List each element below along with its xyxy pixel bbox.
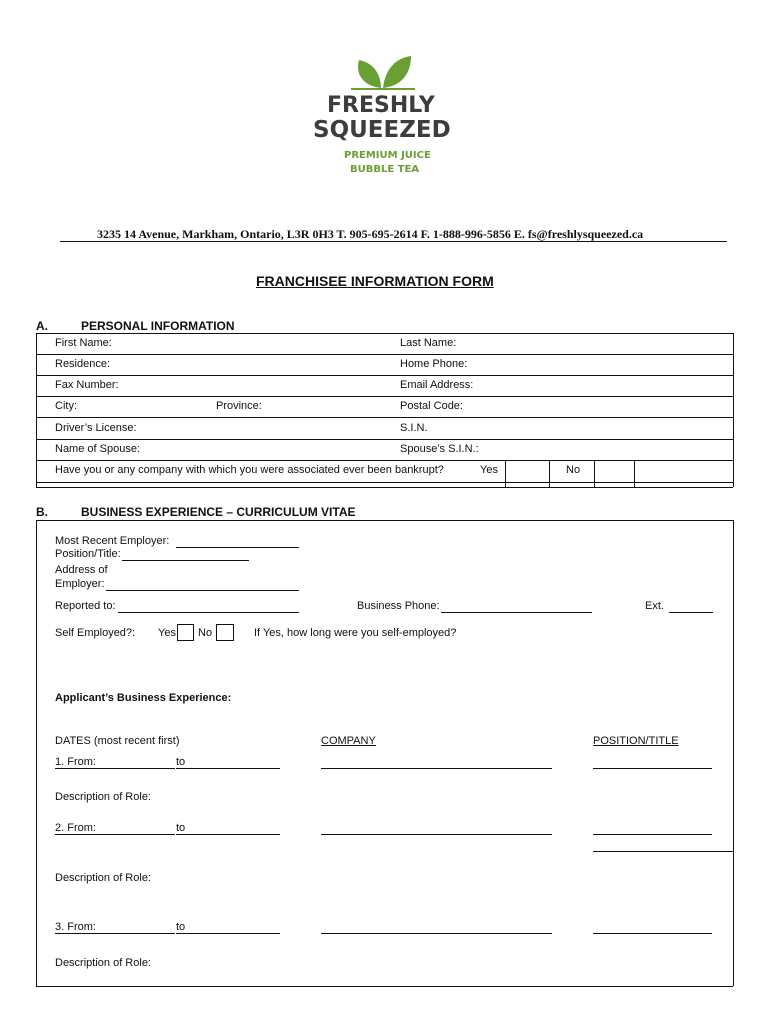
- row2-position-input[interactable]: [593, 834, 712, 835]
- company-header: COMPANY: [321, 735, 376, 747]
- section-b-title: BUSINESS EXPERIENCE – CURRICULUM VITAE: [81, 505, 356, 519]
- postal-code-field[interactable]: Postal Code:: [400, 400, 463, 412]
- row1-description-label: Description of Role:: [55, 791, 151, 803]
- row3-description-label: Description of Role:: [55, 957, 151, 969]
- self-employed-no-label: No: [198, 627, 213, 639]
- row1-to-input[interactable]: [176, 768, 280, 769]
- row3-from-input[interactable]: [55, 933, 175, 934]
- logo-line-2: SQUEEZED: [313, 117, 451, 143]
- row2-description-label: Description of Role:: [55, 872, 151, 884]
- form-title: FRANCHISEE INFORMATION FORM: [256, 273, 494, 289]
- city-field[interactable]: City:: [55, 400, 77, 412]
- row1-from-label: 1. From:: [55, 756, 96, 768]
- leaf-icon: [345, 52, 420, 92]
- self-employed-yes-label: Yes: [158, 627, 176, 639]
- section-a-title: PERSONAL INFORMATION: [81, 319, 235, 333]
- last-name-field[interactable]: Last Name:: [400, 337, 457, 349]
- employer-address-input[interactable]: [106, 590, 299, 591]
- row1-from-input[interactable]: [55, 768, 175, 769]
- row2-to-label: to: [176, 822, 186, 834]
- dates-header: DATES (most recent first): [55, 735, 180, 747]
- recent-employer-label: Most Recent Employer:: [55, 535, 170, 547]
- row1-company-input[interactable]: [321, 768, 552, 769]
- drivers-license-field[interactable]: Driver’s License:: [55, 422, 137, 434]
- first-name-field[interactable]: First Name:: [55, 337, 112, 349]
- email-field[interactable]: Email Address:: [400, 379, 474, 391]
- logo-line-3: PREMIUM JUICE: [344, 150, 431, 161]
- row3-position-input[interactable]: [593, 933, 712, 934]
- bankrupt-no-checkbox[interactable]: [595, 461, 633, 481]
- bankrupt-yes-label: Yes: [480, 464, 498, 476]
- ext-label: Ext.: [645, 600, 664, 612]
- row3-to-input[interactable]: [176, 933, 280, 934]
- row3-from-label: 3. From:: [55, 921, 96, 933]
- section-a-letter: A.: [36, 319, 48, 333]
- address-rule: [60, 241, 727, 242]
- reported-to-label: Reported to:: [55, 600, 116, 612]
- business-phone-label: Business Phone:: [357, 600, 440, 612]
- spouse-name-field[interactable]: Name of Spouse:: [55, 443, 140, 455]
- reported-to-input[interactable]: [118, 612, 299, 613]
- logo-line-4: BUBBLE TEA: [350, 164, 420, 175]
- residence-field[interactable]: Residence:: [55, 358, 111, 370]
- ext-input[interactable]: [669, 612, 713, 613]
- row2-from-input[interactable]: [55, 834, 175, 835]
- employer-label: Employer:: [55, 578, 105, 590]
- business-phone-input[interactable]: [441, 612, 592, 613]
- row2-to-input[interactable]: [176, 834, 280, 835]
- bankrupt-yes-checkbox[interactable]: [506, 461, 548, 481]
- applicant-experience-heading: Applicant’s Business Experience:: [55, 692, 232, 704]
- province-field[interactable]: Province:: [216, 400, 262, 412]
- bankrupt-no-label: No: [566, 464, 581, 476]
- logo-line-1: FRESHLY: [327, 93, 435, 118]
- company-address: 3235 14 Avenue, Markham, Ontario, L3R 0H3 T. 905-695-2614 F. 1-888-996-5856 E. fs@freshlysqueezed.ca: [97, 227, 644, 241]
- row3-company-input[interactable]: [321, 933, 552, 934]
- fax-field[interactable]: Fax Number:: [55, 379, 119, 391]
- spouse-sin-field[interactable]: Spouse’s S.I.N.:: [400, 443, 479, 455]
- row2-position-input-line2[interactable]: [593, 851, 733, 852]
- bankrupt-question: Have you or any company with which you were associated ever been bankrupt?: [55, 464, 444, 476]
- row1-position-input[interactable]: [593, 768, 712, 769]
- position-input[interactable]: [122, 560, 249, 561]
- self-employed-label: Self Employed?:: [55, 627, 136, 639]
- position-title-header: POSITION/TITLE: [593, 735, 679, 747]
- position-label: Position/Title:: [55, 548, 121, 560]
- row2-company-input[interactable]: [321, 834, 552, 835]
- row2-from-label: 2. From:: [55, 822, 96, 834]
- self-employed-yes-checkbox[interactable]: [177, 624, 194, 641]
- section-b-letter: B.: [36, 505, 48, 519]
- self-employed-no-checkbox[interactable]: [216, 624, 234, 641]
- recent-employer-input[interactable]: [176, 547, 299, 548]
- sin-field[interactable]: S.I.N.: [400, 422, 428, 434]
- row3-to-label: to: [176, 921, 186, 933]
- home-phone-field[interactable]: Home Phone:: [400, 358, 468, 370]
- row1-to-label: to: [176, 756, 186, 768]
- address-of-label: Address of: [55, 564, 108, 576]
- how-long-label: If Yes, how long were you self-employed?: [254, 627, 457, 639]
